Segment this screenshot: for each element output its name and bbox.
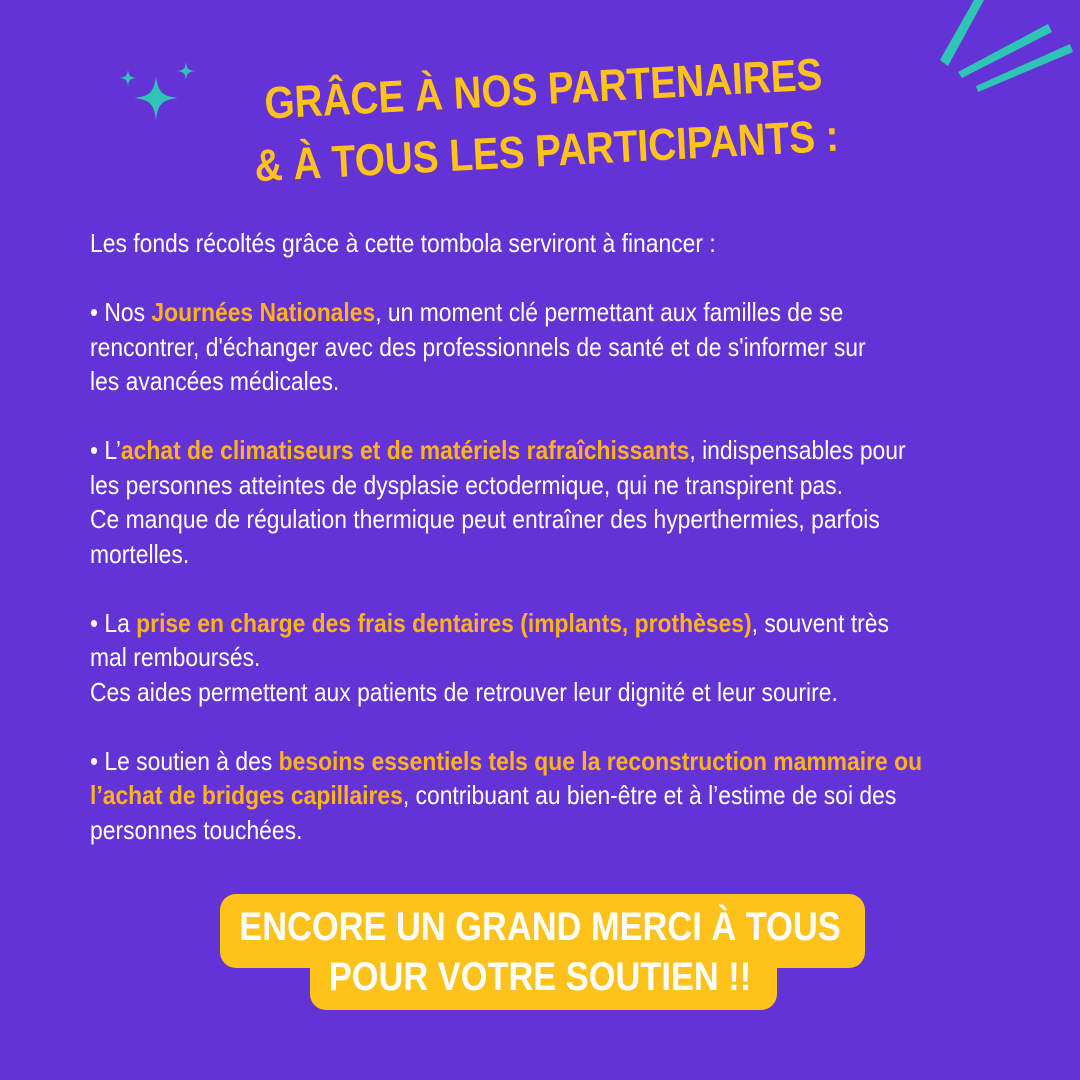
item-text: • L’ [90, 435, 121, 465]
item-highlight: besoins essentiels tels que la reconstruction mammaire ou [278, 745, 923, 776]
item-text: • Nos [90, 297, 152, 327]
list-item [90, 433, 970, 571]
item-text: , contribuant au bien-être et à l’estime de soi des [402, 780, 897, 810]
item-highlight: l’achat de bridges capillaires [90, 780, 403, 810]
title-line-1: GRÂCE À NOS PARTENAIRES [263, 48, 824, 129]
item-line: rencontrer, d'échanger avec des professionnels de santé et de s'informer sur [90, 331, 866, 362]
item-highlight: prise en charge des frais dentaires (implants, prothèses) [136, 607, 752, 638]
thank-you-line-1: ENCORE UN GRAND MERCI À TOUS [239, 905, 841, 949]
thank-you-text [239, 902, 841, 1002]
burst-icon [940, 0, 1080, 95]
item-line: Ce manque de régulation thermique peut entraîner des hyperthermies, parfois [90, 504, 880, 534]
item-line [90, 433, 970, 468]
list-item [90, 606, 970, 710]
item-line [90, 295, 970, 330]
item-line: mal remboursés. [90, 642, 261, 672]
item-line [90, 606, 970, 641]
item-text: , indispensables pour [689, 435, 906, 465]
item-line: Ces aides permettent aux patients de retrouver leur dignité et leur sourire. [90, 676, 838, 707]
sparkles-icon [108, 58, 208, 148]
item-text: , souvent très [751, 607, 889, 638]
item-highlight: achat de climatiseurs et de matériels rafraîchissants [120, 435, 690, 465]
title-line-2: & À TOUS LES PARTICIPANTS : [253, 109, 840, 192]
item-line: mortelles. [90, 538, 190, 569]
item-text: , un moment clé permettant aux familles de se [375, 297, 844, 327]
item-highlight: Journées Nationales [151, 297, 376, 327]
item-line [90, 778, 970, 813]
body-text [90, 226, 970, 882]
item-text: • Le soutien à des [90, 745, 279, 776]
intro-text: Les fonds récoltés grâce à cette tombola serviront à financer : [90, 228, 716, 258]
item-line: personnes touchées. [90, 814, 303, 845]
intro-paragraph [90, 226, 970, 261]
item-line: les avancées médicales. [90, 366, 340, 396]
list-item [90, 295, 970, 399]
item-text: • La [90, 607, 137, 638]
item-line [90, 744, 970, 779]
list-item [90, 744, 970, 848]
page-title [245, 43, 844, 198]
thank-you-line-2: POUR VOTRE SOUTIEN !! [328, 955, 752, 999]
item-line: les personnes atteintes de dysplasie ectodermique, qui ne transpirent pas. [90, 469, 843, 500]
